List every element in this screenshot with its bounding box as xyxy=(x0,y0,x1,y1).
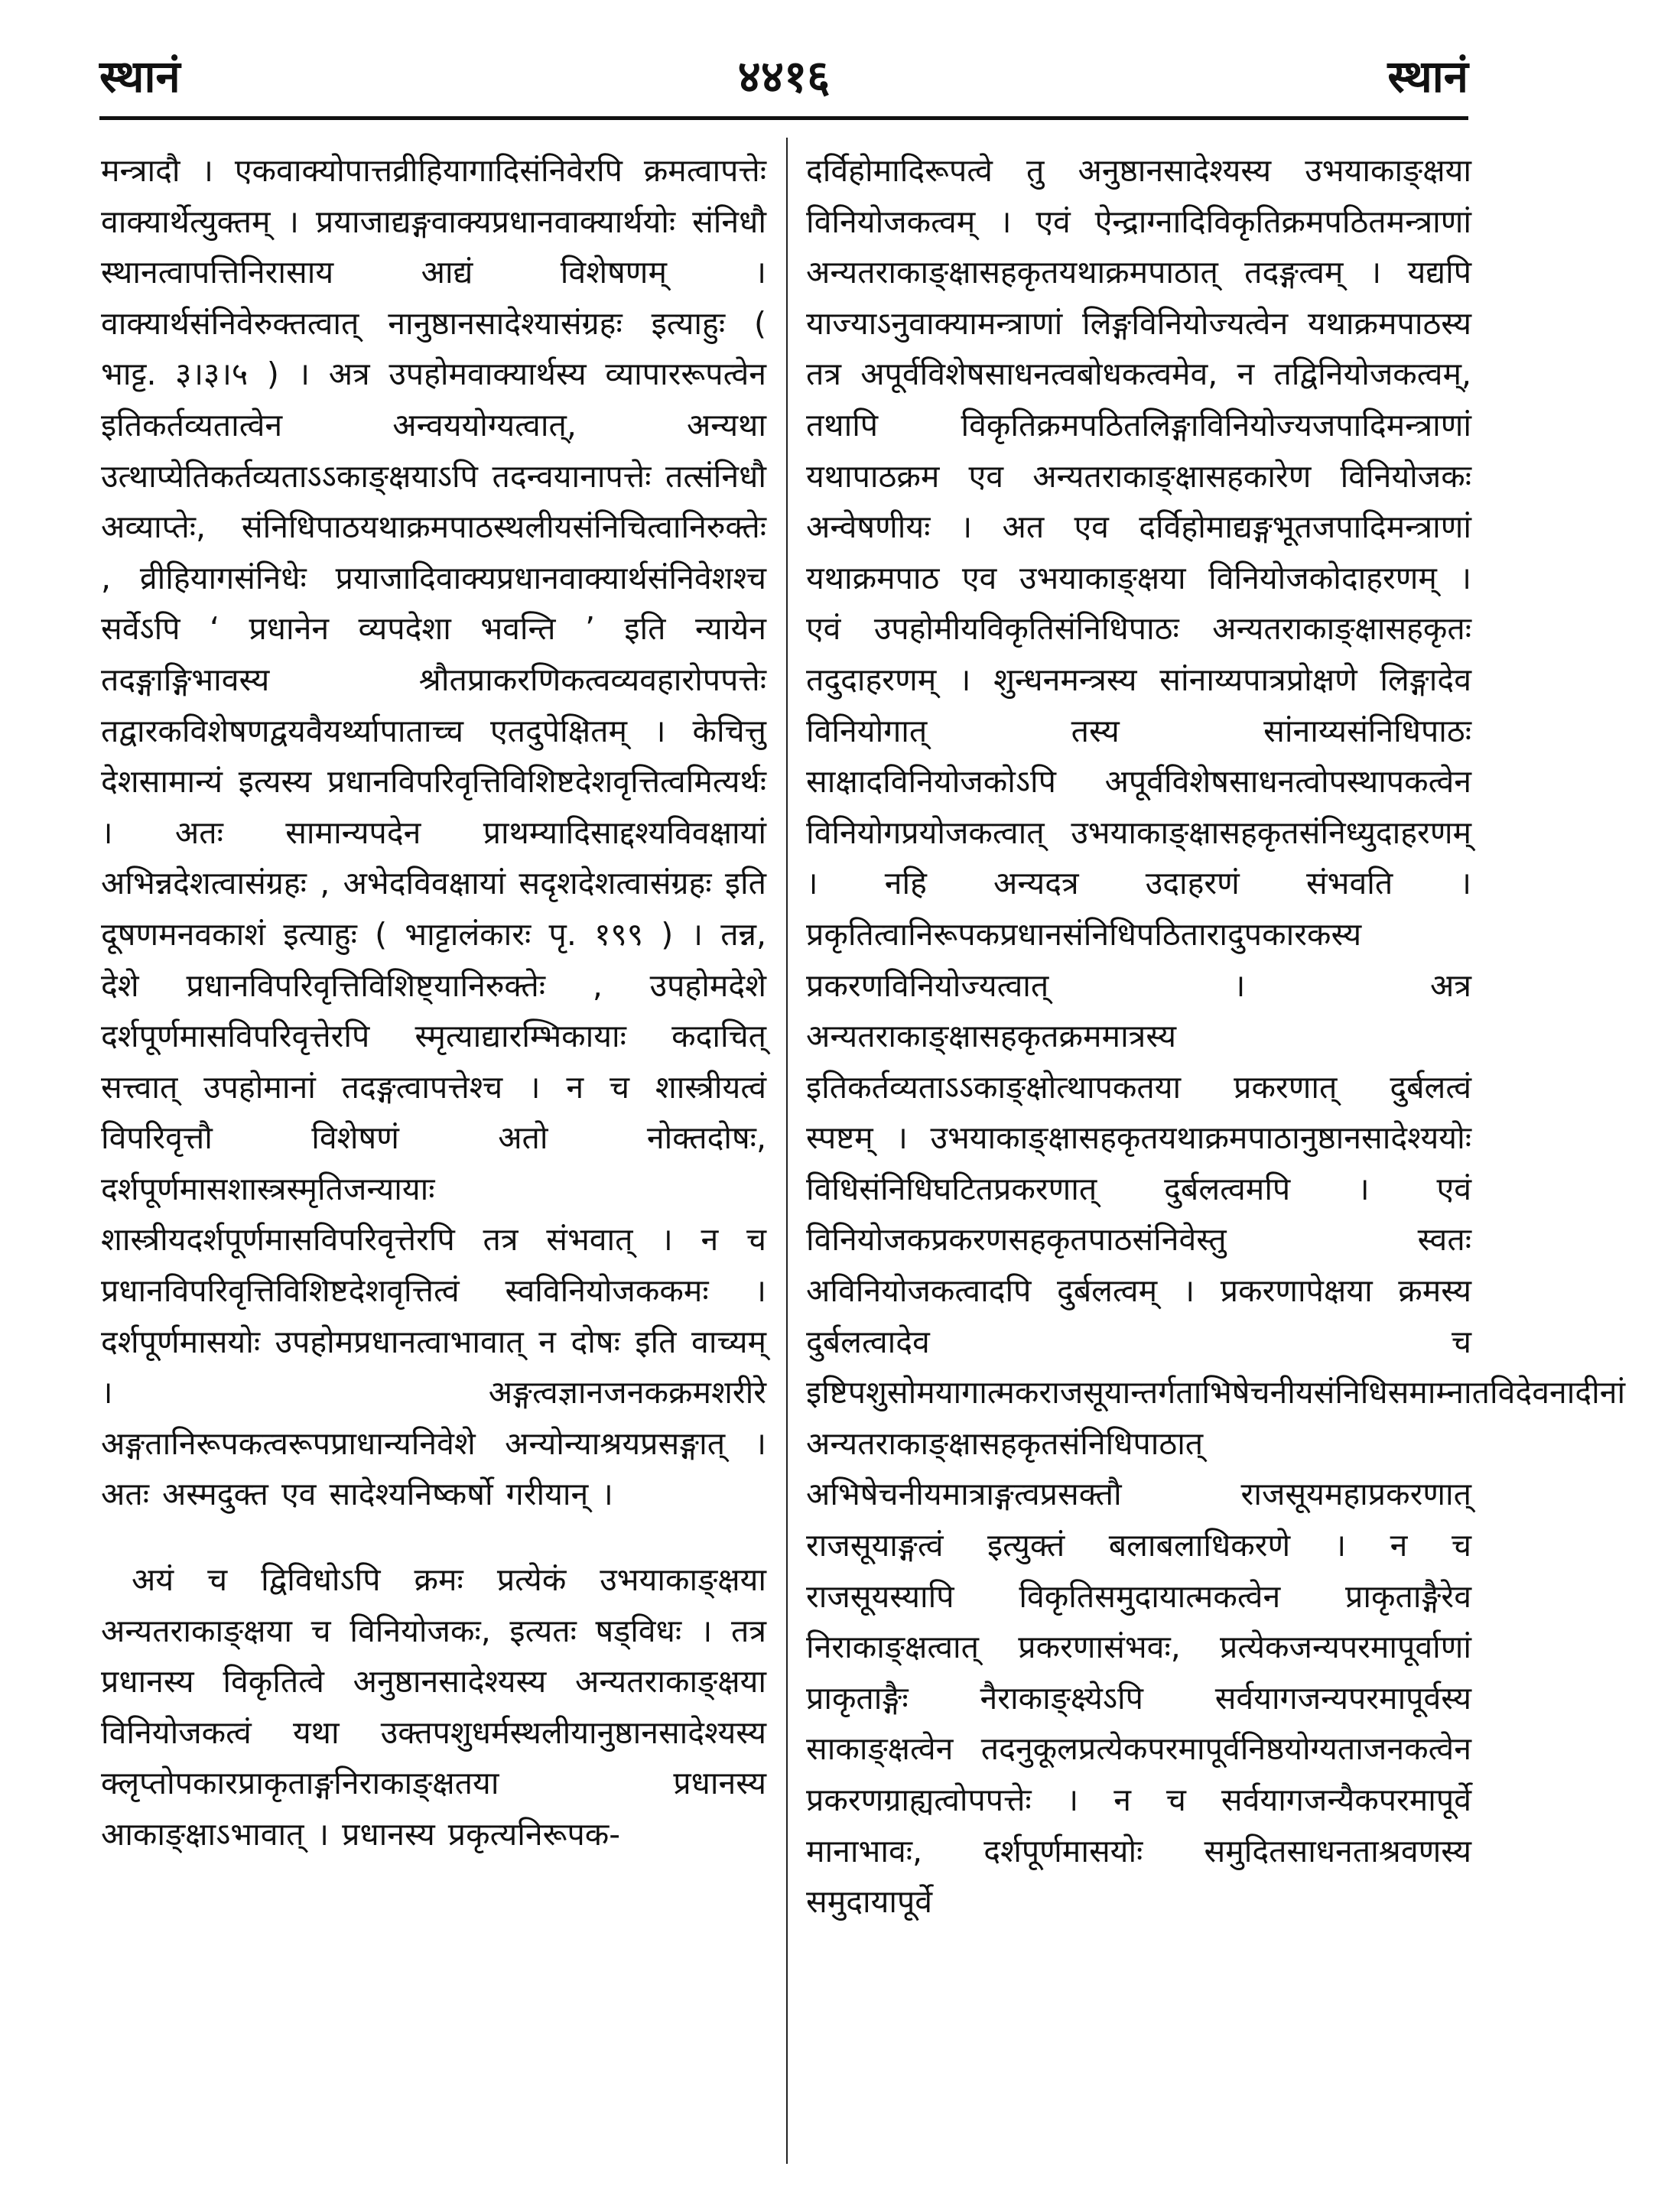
column-divider xyxy=(786,138,788,2164)
left-paragraph-1: मन्त्रादौ । एकवाक्योपात्तव्रीहियागादिसंनिवेरपि क्रमत्वापत्तेः वाक्यार्थेत्युक्तम् । प्रयाजाद्यङ्गवाक्यप्रधानवाक्यार्थयोः संनिधौ स्थानत्वापत्तिनिरासाय आद्यं विशेषणम् । वाक्यार्थसंनिवेरुक्तत्वात् नानुष्ठानसादेश्यासंग्रहः इत्याहुः ( भाट्ट. ३।३।५ ) । अत्र उपहोमवाक्यार्थस्य व्यापाररूपत्वेन इतिकर्तव्यतात्वेन अन्वययोग्यत्वात्, अन्यथा उत्थाप्येतिकर्तव्यताऽऽकाङ्क्षयाऽपि तदन्वयानापत्तेः तत्संनिधौ अव्याप्तेः, संनिधिपाठयथाक्रमपाठस्थलीयसंनिचित्वानिरुक्तेः , व्रीहियागसंनिधेः प्रयाजादिवाक्यप्रधानवाक्यार्थसंनिवेशश्च सर्वेऽपि ‘ प्रधानेन व्यपदेशा भवन्ति ’ इति न्यायेन तदङ्गाङ्गिभावस्य श्रौतप्राकरणिकत्वव्यवहारोपपत्तेः तद्वारकविशेषणद्वयवैयर्थ्यापाताच्च एतदुपेक्षितम् । केचित्तु देशसामान्यं इत्यस्य प्रधानविपरिवृत्तिविशिष्टदेशवृत्तित्वमित्यर्थः । अतः सामान्यपदेन प्राथम्यादिसाद्दश्यविवक्षायां अभिन्नदेशत्वासंग्रहः , अभेदविवक्षायां सदृशदेशत्वासंग्रहः इति दूषणमनवकाशं इत्याहुः ( भाट्टालंकारः पृ. १९९ ) । तन्न, देशे प्रधानविपरिवृत्तिविशिष्ट्यानिरुक्तेः , उपहोमदेशे दर्शपूर्णमासविपरिवृत्तेरपि स्मृत्याद्यारम्भिकायाः कदाचित् सत्त्वात् उपहोमानां तदङ्गत्वापत्तेश्च । न च शास्त्रीयत्वं विपरिवृत्तौ विशेषणं अतो नोक्तदोषः, दर्शपूर्णमासशास्त्रस्मृतिजन्यायाः शास्त्रीयदर्शपूर्णमासविपरिवृत्तेरपि तत्र संभवात् । न च प्रधानविपरिवृत्तिविशिष्टदेशवृत्तित्वं स्वविनियोजककमः । दर्शपूर्णमासयोः उपहोमप्रधानत्वाभावात् न दोषः इति वाच्यम् । अङ्गत्वज्ञानजनकक्रमशरीरे अङ्गतानिरूपकत्वरूपप्राधान्यनिवेशे अन्योन्याश्रयप्रसङ्गात् । अतः अस्मदुक्त एव सादेश्यनिष्कर्षो गरीयान् । xyxy=(101,152,766,1513)
header-rule xyxy=(99,116,1468,120)
running-head-right: स्थानं xyxy=(1387,50,1468,102)
left-column xyxy=(101,145,766,1860)
running-head-left: स्थानं xyxy=(99,50,180,102)
right-paragraph-1: दर्विहोमादिरूपत्वे तु अनुष्ठानसादेश्यस्य उभयाकाङ्क्षया विनियोजकत्वम् । एवं ऐन्द्राग्नादिविकृतिक्रमपठितमन्त्राणां अन्यतराकाङ्क्षासहकृतयथाक्रमपाठात् तदङ्गत्वम् । यद्यपि याज्याऽनुवाक्यामन्त्राणां लिङ्गविनियोज्यत्वेन यथाक्रमपाठस्य तत्र अपूर्वविशेषसाधनत्वबोधकत्वमेव, न तद्विनियोजकत्वम्, तथापि विकृतिक्रमपठितलिङ्गाविनियोज्यजपादिमन्त्राणां यथापाठक्रम एव अन्यतराकाङ्क्षासहकारेण विनियोजकः अन्वेषणीयः । अत एव दर्विहोमाद्यङ्गभूतजपादिमन्त्राणां यथाक्रमपाठ एव उभयाकाङ्क्षया विनियोजकोदाहरणम् । एवं उपहोमीयविकृतिसंनिधिपाठः अन्यतराकाङ्क्षासहकृतः तदुदाहरणम् । शुन्धनमन्त्रस्य सांनाय्यपात्रप्रोक्षणे लिङ्गादेव विनियोगात् तस्य सांनाय्यसंनिधिपाठः साक्षादविनियोजकोऽपि अपूर्वविशेषसाधनत्वोपस्थापकत्वेन विनियोगप्रयोजकत्वात् उभयाकाङ्क्षासहकृतसंनिध्युदाहरणम् । नहि अन्यदत्र उदाहरणं संभवति । प्रकृतित्वानिरूपकप्रधानसंनिधिपठितारादुपकारकस्य प्रकरणविनियोज्यत्वात् । अत्र अन्यतराकाङ्क्षासहकृतक्रममात्रस्य इतिकर्तव्यताऽऽकाङ्क्षोत्थापकतया प्रकरणात् दुर्बलत्वं स्पष्टम् । उभयाकाङ्क्षासहकृतयथाक्रमपाठानुष्ठानसादेश्ययोः विधिसंनिधिघटितप्रकरणात् दुर्बलत्वमपि । एवं विनियोजकप्रकरणसहकृतपाठसंनिवेस्तु स्वतः अविनियोजकत्वादपि दुर्बलत्वम् । प्रकरणापेक्षया क्रमस्य दुर्बलत्वादेव च इष्टिपशुसोमयागात्मकराजसूयान्तर्गताभिषेचनीयसंनिधिसमाम्नातविदेवनादीनां अन्यतराकाङ्क्षासहकृतसंनिधिपाठात् अभिषेचनीयमात्राङ्गत्वप्रसक्तौ राजसूयमहाप्रकरणात् राजसूयाङ्गत्वं इत्युक्तं बलाबलाधिकरणे । न च राजसूयस्यापि विकृतिसमुदायात्मकत्वेन प्राकृताङ्गैरेव निराकाङ्क्षत्वात् प्रकरणासंभवः, प्रत्येकजन्यपरमापूर्वाणां प्राकृताङ्गैः नैराकाङ्क्ष्येऽपि सर्वयागजन्यपरमापूर्वस्य साकाङ्क्षत्वेन तदनुकूलप्रत्येकपरमापूर्वनिष्ठयोग्यताजनकत्वेन प्रकरणग्राह्यत्वोपपत्तेः । न च सर्वयागजन्यैकपरमापूर्वे मानाभावः, दर्शपूर्णमासयोः समुदितसाधनताश्रवणस्य समुदायापूर्वे xyxy=(806,152,1626,1921)
right-column xyxy=(806,145,1626,1928)
page-header xyxy=(99,31,1468,115)
left-paragraph-2: अयं च द्विविधोऽपि क्रमः प्रत्येकं उभयाकाङ्क्षया अन्यतराकाङ्क्षया च विनियोजकः, इत्यतः षड्विधः । तत्र प्रधानस्य विकृतित्वे अनुष्ठानसादेश्यस्य अन्यतराकाङ्क्षया विनियोजकत्वं यथा उक्तपशुधर्मस्थलीयानुष्ठानसादेश्यस्य क्लृप्तोपकारप्राकृताङ्गनिराकाङ्क्षतया प्रधानस्य आकाङ्क्षाऽभावात् । प्रधानस्य प्रकृत्यनिरूपक- xyxy=(101,1561,766,1853)
page-number: ४४१६ xyxy=(737,50,831,102)
